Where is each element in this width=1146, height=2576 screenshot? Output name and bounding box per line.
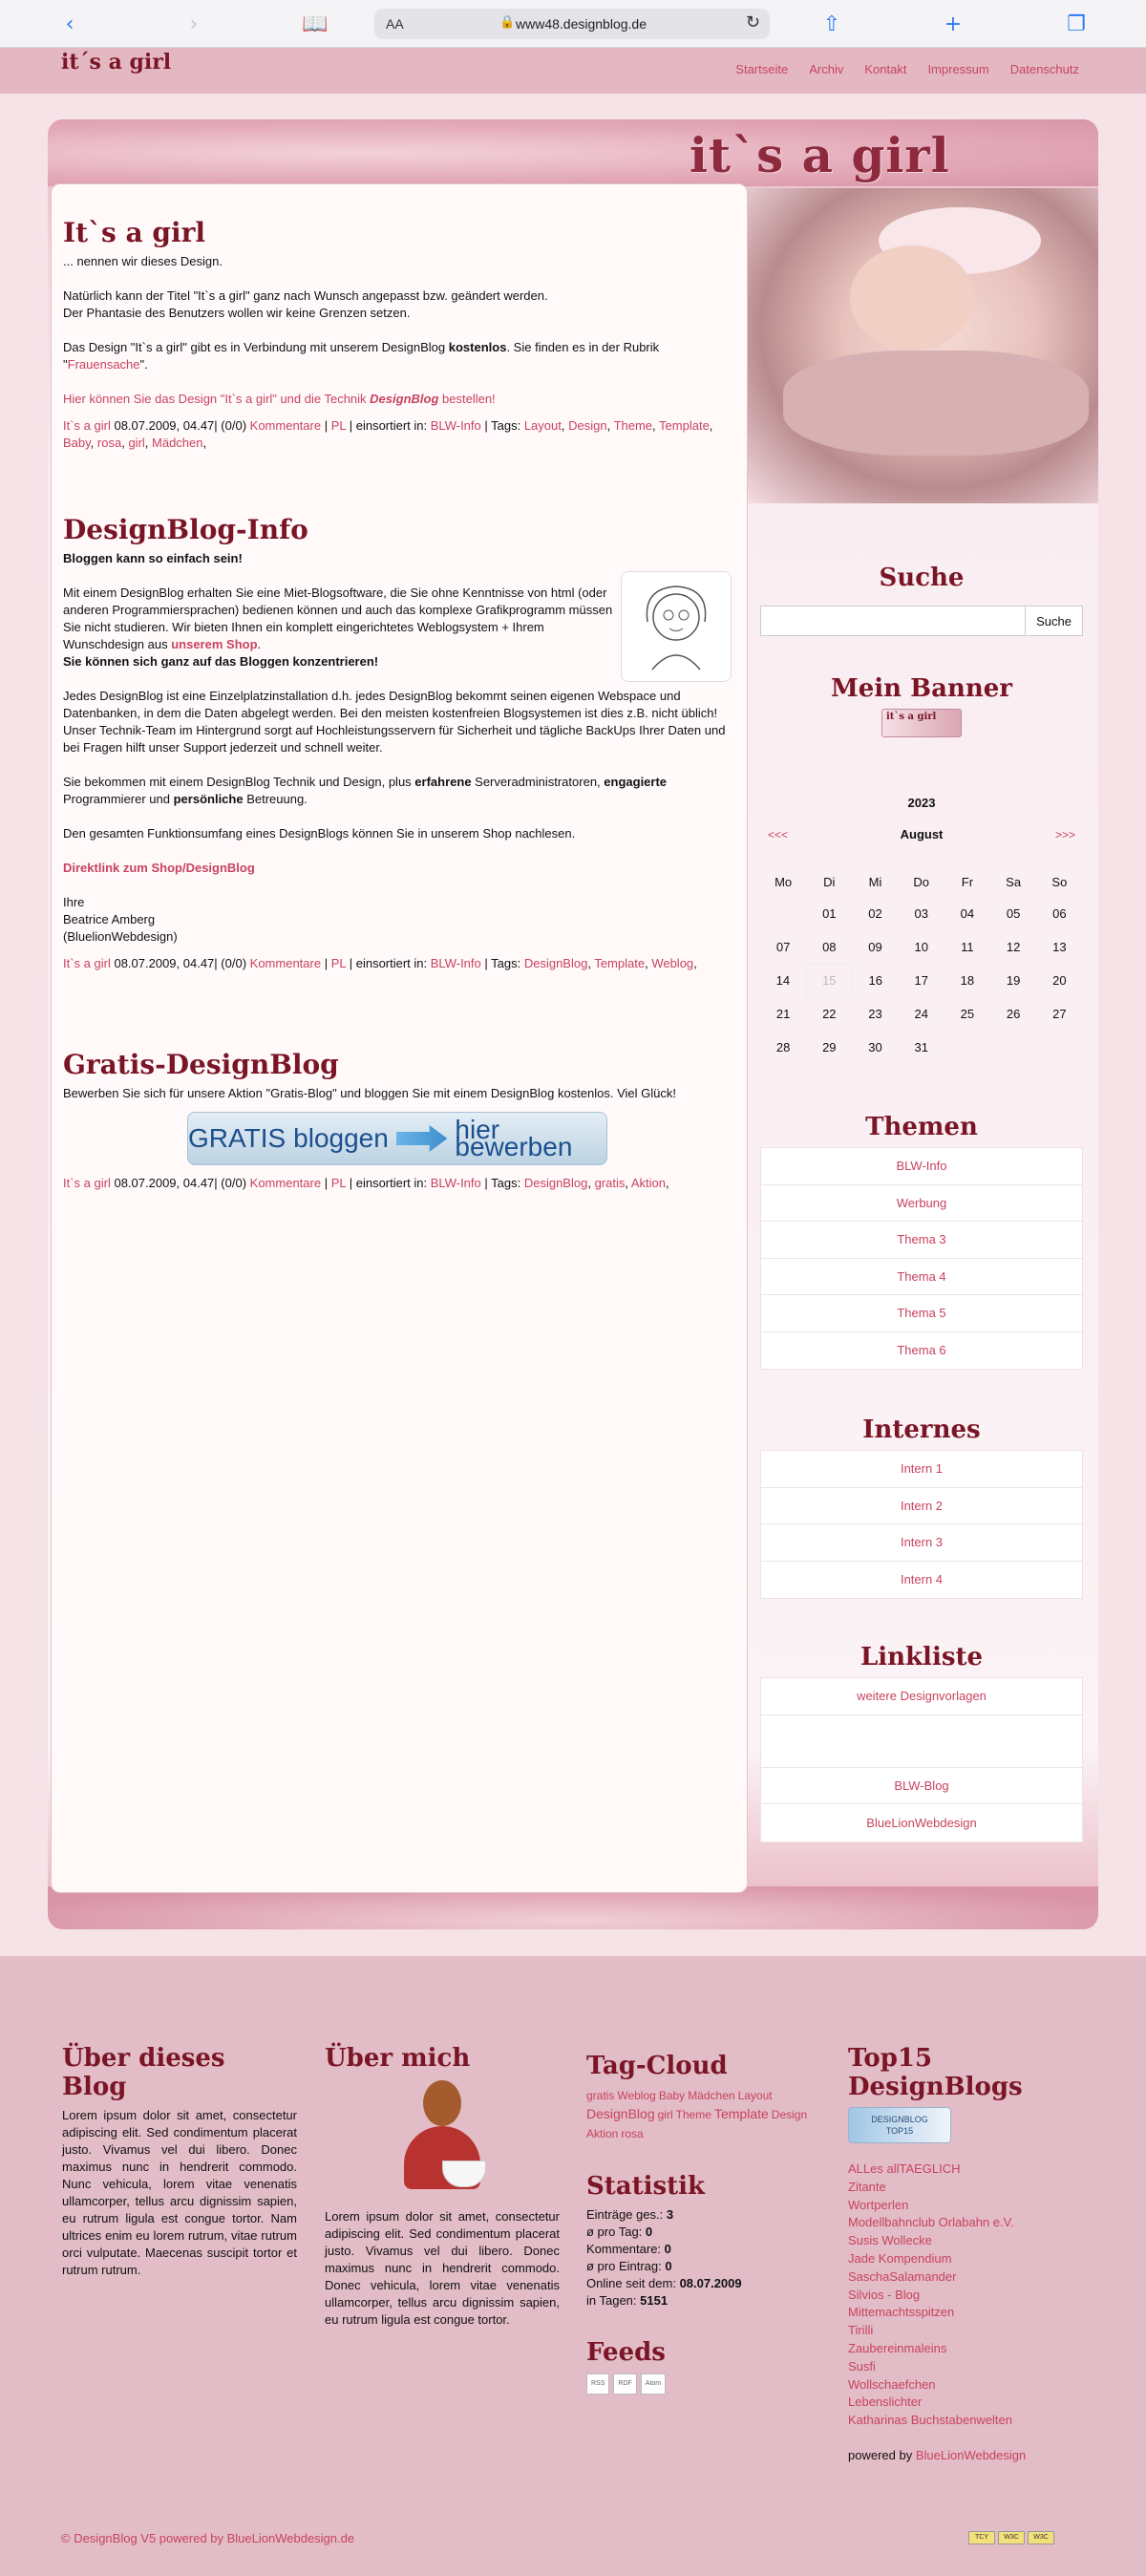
- internes-item[interactable]: Intern 2: [761, 1488, 1082, 1525]
- url-text[interactable]: www48.designblog.de: [516, 16, 647, 32]
- header-baby-image: [745, 188, 1098, 503]
- tag-cloud: [586, 2086, 821, 2143]
- tag-link[interactable]: Design: [568, 418, 607, 433]
- internes-list: [760, 1450, 1083, 1599]
- themen-item[interactable]: Werbung: [761, 1185, 1082, 1223]
- new-tab-icon[interactable]: +: [944, 11, 963, 36]
- post-intro: Bloggen kann so einfach sein!: [63, 551, 243, 565]
- post-text: Mit einem DesignBlog erhalten Sie eine Miet-Blogsoftware, die Sie ohne Kenntnisse von html (oder anderen Programmiersprachen) bedienen können und auch das komplexe Grafikprogramm müssen Sie nicht studieren. Wir bieten Ihnen ein komplett eingerichtetes Weblogsystem + Ihrem Wunschdesign aus unserem Shop. Sie können sich ganz auf das Bloggen konzentrieren!: [63, 585, 613, 669]
- calendar-weekday: Mo: [775, 874, 793, 889]
- calendar-year: 2023: [907, 796, 936, 810]
- tag-link[interactable]: DesignBlog: [586, 2106, 655, 2121]
- calendar-day[interactable]: 24: [914, 1007, 928, 1021]
- calendar-weekday: Do: [913, 874, 930, 889]
- category-link[interactable]: BLW-Info: [430, 956, 481, 970]
- themen-item[interactable]: Thema 3: [761, 1222, 1082, 1259]
- sidebar-linkliste: [760, 1643, 1083, 1842]
- calendar-day[interactable]: 26: [1006, 1007, 1021, 1021]
- calendar-day[interactable]: 03: [914, 906, 928, 921]
- tag-link[interactable]: Baby: [63, 436, 91, 450]
- link-list: [760, 1677, 1083, 1842]
- calendar-day[interactable]: 30: [868, 1040, 882, 1054]
- top15-link[interactable]: Wortperlen: [848, 2197, 909, 2212]
- search-form: [760, 606, 1083, 636]
- themen-item[interactable]: Thema 5: [761, 1295, 1082, 1332]
- direct-shop-link[interactable]: Direktlink zum Shop/DesignBlog: [63, 861, 255, 875]
- copyright[interactable]: © DesignBlog V5 powered by BlueLionWebdesign.de: [61, 2531, 355, 2545]
- tag-link[interactable]: Theme: [675, 2108, 711, 2121]
- text-size-button[interactable]: AA: [386, 16, 404, 32]
- author-sketch-image: [621, 571, 732, 682]
- footer-heading: Über mich: [325, 2044, 471, 2073]
- calendar-weekday: Sa: [1006, 874, 1022, 889]
- tag-link[interactable]: Layout: [737, 2089, 773, 2102]
- post-title[interactable]: It`s a girl: [63, 217, 206, 248]
- header-title: it`s a girl: [690, 127, 950, 183]
- calendar: [760, 796, 1083, 1064]
- calendar-day[interactable]: 20: [1052, 973, 1067, 988]
- top15-link[interactable]: Susis Wollecke: [848, 2233, 932, 2248]
- calendar-day[interactable]: 12: [1006, 940, 1021, 954]
- post-text: Jedes DesignBlog ist eine Einzelplatzinstallation d.h. jedes DesignBlog bekommt seinen eigenen Webspace und Datenbanken, in dem die Daten abgelegt werden. Bei den meisten kostenfreien Blogsystemen ist dies z.B. nicht üblich! Unser Technik-Team im Hintergrund sorgt auf Hochleistungsservern für Sicherheit und tägliche BackUps Ihrer Daten und bei Fragen hilft unser Support jederzeit und schnell weiter.: [63, 689, 726, 755]
- lock-icon: 🔒: [499, 15, 516, 30]
- tag-link[interactable]: Weblog: [617, 2089, 656, 2102]
- search-title: Suche: [879, 564, 965, 592]
- footer-heading: Über dieses Blog: [62, 2044, 225, 2101]
- themen-list: [760, 1147, 1083, 1370]
- footer-text: Lorem ipsum dolor sit amet, consectetur adipiscing elit. Sed condimentum placerat justo. Vivamus vel dui libero. Donec maximus nunc in hendrerit commodo. Donec vehicula, lorem vitae venenatis ullamcorper, tellus arcu dignissim sapien, eu rutrum ligula est congue tortor.: [325, 2209, 560, 2327]
- calendar-day[interactable]: 01: [822, 906, 837, 921]
- calendar-day[interactable]: 31: [914, 1040, 928, 1054]
- address-bar[interactable]: [374, 9, 770, 39]
- content-panel: [51, 183, 748, 1893]
- rdf-button[interactable]: RDF: [613, 2374, 636, 2395]
- post-text: ... nennen wir dieses Design.: [63, 254, 223, 268]
- browser-toolbar: [0, 0, 1146, 48]
- calendar-day[interactable]: 05: [1006, 906, 1021, 921]
- calendar-next[interactable]: >>>: [1054, 827, 1075, 841]
- calendar-weekday: Fr: [961, 874, 974, 889]
- calendar-day[interactable]: 02: [868, 906, 882, 921]
- comments-link[interactable]: Kommentare: [249, 1176, 322, 1190]
- calendar-day[interactable]: 14: [775, 973, 791, 988]
- calendar-day[interactable]: 13: [1052, 940, 1067, 954]
- calendar-day[interactable]: 11: [961, 940, 974, 954]
- permalink[interactable]: PL: [330, 1176, 347, 1190]
- themen-title: Themen: [865, 1113, 978, 1141]
- sidebar-banner: [760, 674, 1083, 737]
- calendar-day: [944, 1031, 990, 1064]
- sidebar-search: [760, 564, 1083, 636]
- tag-link[interactable]: gratis: [586, 2089, 615, 2102]
- calendar-day[interactable]: 23: [868, 1007, 882, 1021]
- post-meta: It`s a girl 08.07.2009, 04.47| (0/0) Kommentare | PL | einsortiert in: BLW-Info | Tags: DesignBlog, Template, Weblog,: [63, 956, 697, 970]
- comments-link[interactable]: Kommentare: [249, 418, 322, 433]
- validator-badge[interactable]: W3C: [998, 2531, 1025, 2544]
- stats-list: Einträge ges.: 3 ø pro Tag: 0 Kommentare: 0 ø pro Eintrag: 0 Online seit dem: 08.07.2009 in Tagen: 5151: [586, 2207, 742, 2308]
- top-navigation: [735, 62, 1079, 76]
- footer-heading: Feeds: [586, 2338, 666, 2367]
- site-topbar: [0, 48, 1146, 94]
- post-text: Bewerben Sie sich für unsere Aktion "Gratis-Blog" und bloggen Sie mit einem DesignBlog kostenlos. Viel Glück!: [63, 1086, 676, 1100]
- link-frauensache[interactable]: Frauensache: [67, 357, 140, 372]
- permalink[interactable]: PL: [330, 418, 347, 433]
- calendar-weekday: So: [1051, 874, 1068, 889]
- footer-heading: Tag-Cloud: [586, 2052, 728, 2080]
- footer-tagcloud: [586, 2052, 821, 2395]
- post-text: Natürlich kann der Titel "It`s a girl" ganz nach Wunsch angepasst bzw. geändert werden. Der Phantasie des Benutzers wollen wir keine Grenzen setzen.: [63, 288, 548, 320]
- tag-link[interactable]: gratis: [594, 1176, 626, 1190]
- calendar-day[interactable]: 19: [1006, 973, 1021, 988]
- nav-startseite[interactable]: Startseite: [735, 62, 789, 76]
- footer-about-me: [325, 2044, 560, 2329]
- calendar-day[interactable]: 25: [960, 1007, 975, 1021]
- top15-link[interactable]: Jade Kompendium: [848, 2250, 952, 2266]
- calendar-day[interactable]: 27: [1052, 1007, 1067, 1021]
- calendar-prev[interactable]: <<<: [768, 827, 789, 841]
- share-icon[interactable]: ⇧: [822, 11, 841, 36]
- top15-link[interactable]: Susfi: [848, 2358, 876, 2374]
- calendar-day[interactable]: 18: [960, 973, 975, 988]
- powered-by: powered by BlueLionWebdesign: [848, 2447, 1027, 2462]
- calendar-day: [760, 897, 806, 930]
- calendar-grid: [760, 866, 1083, 1064]
- post-text: Das Design "It`s a girl" gibt es in Verbindung mit unserem DesignBlog kostenlos. Sie finden es in der Rubrik "Frauensache".: [63, 340, 660, 372]
- post-title[interactable]: Gratis-DesignBlog: [63, 1049, 339, 1080]
- back-icon[interactable]: ‹: [65, 11, 74, 36]
- banner-title: Mein Banner: [830, 674, 1013, 703]
- sidebar-themen: [760, 1113, 1083, 1370]
- validator-badge[interactable]: W3C: [1028, 2531, 1054, 2544]
- nav-archiv[interactable]: Archiv: [809, 62, 844, 76]
- link-item[interactable]: BLW-Blog: [761, 1768, 1082, 1805]
- footer-heading: Statistik: [586, 2172, 706, 2201]
- calendar-day[interactable]: 04: [960, 906, 975, 921]
- link-item[interactable]: weitere Designvorlagen: [761, 1678, 1082, 1715]
- my-banner-image[interactable]: it`s a girl: [881, 709, 962, 737]
- top15-link[interactable]: Katharinas Buchstabenwelten: [848, 2413, 1013, 2428]
- calendar-day[interactable]: 07: [775, 940, 791, 954]
- tag-link[interactable]: DesignBlog: [523, 956, 588, 970]
- calendar-day[interactable]: 22: [822, 1007, 837, 1022]
- tag-link[interactable]: Aktion: [630, 1176, 667, 1190]
- arrow-icon: [396, 1125, 448, 1152]
- tag-link[interactable]: girl: [128, 436, 145, 450]
- tag-link[interactable]: Theme: [613, 418, 653, 433]
- forward-icon[interactable]: ›: [189, 11, 199, 36]
- footer-heading: Top15 DesignBlogs: [848, 2044, 1023, 2101]
- permalink[interactable]: PL: [330, 956, 347, 970]
- calendar-day[interactable]: 09: [868, 940, 882, 954]
- calendar-day[interactable]: 28: [775, 1040, 791, 1054]
- top15-link[interactable]: Modellbahnclub Orlabahn e.V.: [848, 2215, 1014, 2230]
- signature: Ihre Beatrice Amberg (BluelionWebdesign): [63, 895, 178, 944]
- tag-link[interactable]: Mädchen: [688, 2089, 735, 2102]
- internes-item[interactable]: Intern 1: [761, 1451, 1082, 1488]
- post-text: Sie bekommen mit einem DesignBlog Technik und Design, plus erfahrene Serveradministratoren, engagierte Programmierer und persönliche Betreuung.: [63, 775, 668, 806]
- themen-item[interactable]: Thema 6: [897, 1343, 946, 1358]
- nav-impressum[interactable]: Impressum: [927, 62, 989, 76]
- powered-by-link[interactable]: BlueLionWebdesign: [915, 2447, 1027, 2462]
- tag-link[interactable]: Baby: [658, 2089, 686, 2102]
- shop-link[interactable]: unserem Shop: [171, 637, 258, 651]
- calendar-month: August: [900, 827, 944, 841]
- footer-about-blog: [62, 2044, 297, 2279]
- category-link[interactable]: BLW-Info: [430, 418, 481, 433]
- footer-top15: [848, 2044, 1083, 2464]
- calendar-day[interactable]: 21: [775, 1007, 791, 1021]
- footer-text: Lorem ipsum dolor sit amet, consectetur adipiscing elit. Sed condimentum placerat justo. Vivamus vel dui libero. Donec maximus nunc in hendrerit commodo. Nunc vehicula, lorem vitae venenatis ullamcorper, tellus arcu dignissim sapien, eu rutrum ligula est congue tortor. Nam ultrices enim eu lorem rutrum, vitae rutrum orci vulputate. Maecenas suscipit tortor et rutrum rutrum.: [62, 2108, 297, 2277]
- top15-link[interactable]: SaschaSalamander: [848, 2268, 957, 2284]
- calendar-day[interactable]: 06: [1052, 906, 1067, 921]
- themen-item[interactable]: BLW-Info: [761, 1148, 1082, 1185]
- calendar-day: [990, 1031, 1036, 1064]
- post-meta: It`s a girl 08.07.2009, 04.47| (0/0) Kommentare | PL | einsortiert in: BLW-Info | Tags: Layout, Design, Theme, Template, Baby, rosa, girl, Mädchen,: [63, 418, 713, 450]
- atom-button[interactable]: Atom: [641, 2374, 666, 2395]
- author-link[interactable]: It`s a girl: [63, 1176, 111, 1190]
- calendar-day[interactable]: 08: [822, 939, 837, 954]
- sidebar-internes: [760, 1416, 1083, 1599]
- tabs-icon[interactable]: ❐: [1067, 11, 1086, 36]
- person-avatar-icon: [394, 2078, 490, 2193]
- themen-item[interactable]: Thema 4: [761, 1259, 1082, 1296]
- rss-button[interactable]: RSS: [586, 2374, 609, 2395]
- nav-datenschutz[interactable]: Datenschutz: [1009, 62, 1079, 76]
- top15-link[interactable]: Wollschaefchen: [848, 2376, 936, 2392]
- comments-link[interactable]: Kommentare: [249, 956, 322, 970]
- post-meta: It`s a girl 08.07.2009, 04.47| (0/0) Kommentare | PL | einsortiert in: BLW-Info | Tags: DesignBlog, gratis, Aktion,: [63, 1176, 669, 1190]
- validator-badge[interactable]: TCY: [968, 2531, 995, 2544]
- validator-badges: [968, 2531, 1054, 2544]
- post-designblog-info: [63, 514, 732, 972]
- link-item-empty: [761, 1715, 1082, 1768]
- tag-link[interactable]: Mädchen: [152, 436, 203, 450]
- tag-link[interactable]: Aktion: [586, 2127, 619, 2140]
- linkliste-title: Linkliste: [860, 1643, 984, 1671]
- top15-link[interactable]: Zitante: [848, 2179, 886, 2194]
- internes-item[interactable]: Intern 4: [900, 1572, 944, 1587]
- nav-kontakt[interactable]: Kontakt: [864, 62, 907, 76]
- tag-link[interactable]: rosa: [621, 2127, 644, 2140]
- calendar-day[interactable]: 15: [806, 964, 852, 997]
- tag-link[interactable]: girl: [657, 2108, 673, 2121]
- author-link[interactable]: It`s a girl: [63, 418, 111, 433]
- category-link[interactable]: BLW-Info: [430, 1176, 481, 1190]
- search-button[interactable]: Suche: [1026, 606, 1083, 636]
- feed-buttons: [586, 2373, 821, 2395]
- order-link[interactable]: Hier können Sie das Design "It`s a girl" und die Technik DesignBlog bestellen!: [63, 392, 496, 406]
- search-input[interactable]: [760, 606, 1026, 636]
- site-logo[interactable]: it´s a girl: [61, 50, 172, 75]
- tag-link[interactable]: Design: [771, 2108, 808, 2121]
- top15-link[interactable]: ALLes allTAEGLICH: [848, 2161, 961, 2176]
- link-item[interactable]: BlueLionWebdesign: [866, 1815, 977, 1830]
- bookmarks-icon[interactable]: 📖: [302, 11, 329, 36]
- post-text: Den gesamten Funktionsumfang eines DesignBlogs können Sie in unserem Shop nachlesen.: [63, 826, 576, 841]
- top15-list: [848, 2161, 1083, 2430]
- calendar-day[interactable]: 10: [914, 940, 928, 954]
- top15-link[interactable]: Zaubereinmaleins: [848, 2340, 947, 2355]
- top15-link[interactable]: Mittemachtsspitzen: [848, 2305, 955, 2320]
- internes-item[interactable]: Intern 3: [761, 1524, 1082, 1562]
- top15-badge[interactable]: DESIGNBLOG TOP15: [848, 2107, 951, 2143]
- top15-link[interactable]: Silvios - Blog: [848, 2287, 921, 2302]
- post-its-a-girl: [63, 217, 732, 452]
- internes-title: Internes: [862, 1416, 981, 1444]
- calendar-day[interactable]: 17: [914, 973, 928, 988]
- post-title[interactable]: DesignBlog-Info: [63, 514, 308, 545]
- tag-link[interactable]: Template: [659, 418, 710, 433]
- top15-link[interactable]: Lebenslichter: [848, 2395, 923, 2410]
- tag-link[interactable]: Layout: [523, 418, 562, 433]
- tag-link[interactable]: DesignBlog: [523, 1176, 588, 1190]
- top15-link[interactable]: Tirilli: [848, 2323, 874, 2338]
- calendar-day[interactable]: 29: [822, 1040, 837, 1054]
- calendar-weekday: Mi: [868, 874, 882, 889]
- tag-link[interactable]: Template: [594, 956, 646, 970]
- gratis-blog-banner[interactable]: GRATIS bloggen hier bewerben: [187, 1112, 607, 1165]
- calendar-day: [1036, 1031, 1082, 1064]
- author-link[interactable]: It`s a girl: [63, 956, 111, 970]
- calendar-weekday: Di: [823, 874, 836, 889]
- tag-link[interactable]: Template: [713, 2106, 769, 2121]
- tag-link[interactable]: Weblog: [651, 956, 694, 970]
- calendar-day[interactable]: 16: [868, 973, 882, 988]
- reload-icon[interactable]: ↻: [745, 12, 760, 32]
- post-gratis-designblog: [63, 1049, 732, 1192]
- tag-link[interactable]: rosa: [96, 436, 122, 450]
